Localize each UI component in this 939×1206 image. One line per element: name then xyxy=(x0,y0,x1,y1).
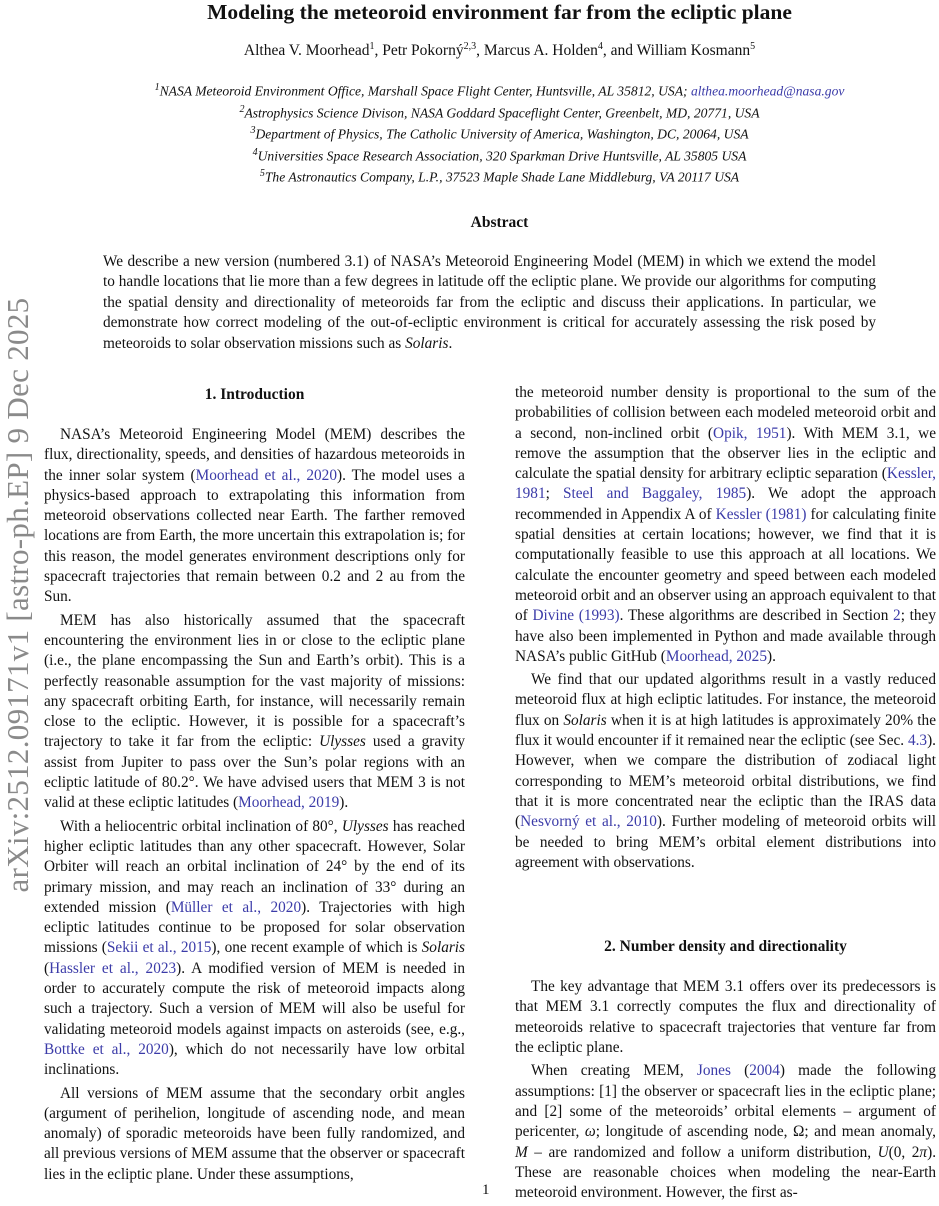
citation-link[interactable]: 4.3 xyxy=(907,732,928,750)
abstract-mission-name: Solaris xyxy=(405,334,449,352)
arxiv-identifier-stamp: arXiv:2512.09171v1 [astro-ph.EP] 9 Dec 2025 xyxy=(0,297,35,893)
italic-term: M xyxy=(515,1143,528,1161)
abstract-heading: Abstract xyxy=(470,214,529,231)
body-paragraph: MEM has also historically assumed that the spacecraft encountering the environment lies in or close to the ecliptic plane (i.e., the plane encompassing the Sun and Earth’s orbit). This is a perfectly reasonable assumption for the vast majority of missions: any spacecraft orbiting Earth, for instance, will necessarily remain close to the ecliptic. However, it is possible for a spacecraft’s trajectory to take it far from the ecliptic: Ulysses used a gravity assist from Jupiter to pass over the Sun’s polar regions with an ecliptic latitude of 80.2°. We have advised users that MEM 3 is not valid at these ecliptic latitudes (Moorhead, 2019). xyxy=(44,611,465,812)
citation-link[interactable]: Bottke et al., 2020 xyxy=(44,1040,169,1058)
section-1-continuation: the meteoroid number density is proportional to the sum of the probabilities of collision between each modeled meteoroid orbit and a second, non-inclined orbit (Opik, 1951). With MEM 3.1, we remove the assumption that the observer lies in the ecliptic and calculate the spatial density for arbitrary ecliptic separation (Kessler, 1981; Steel and Baggaley, 1985). We adopt the approach recommended in Appendix A of Kessler (1981) for calculating finite spatial densities at certain locations; however, we find that it is computationally feasible to use this approach at all locations. We calculate the encounter geometry and speed between each modeled meteoroid orbit and an observer using an approach equivalent to that of Divine (1993). These algorithms are described in Section 2; they have also been implemented in Python and made available through NASA’s public GitHub (Moorhead, 2025). xyxy=(515,384,937,665)
author-list: Althea V. Moorhead$^1$, Petr Pokorný$^{2,3}$, Marcus A. Holden$^4$, and William Kosmann$^5$ xyxy=(243,41,756,60)
author-affiliation-mark: 1 xyxy=(369,41,375,52)
left-column xyxy=(44,383,465,1188)
citation-link[interactable]: Sekii et al., 2015 xyxy=(106,939,212,957)
citation-link[interactable]: Jones xyxy=(696,1062,731,1080)
right-column xyxy=(515,383,936,1206)
italic-term: Ulysses xyxy=(341,817,389,835)
section-2-body xyxy=(515,977,936,1203)
citation-link[interactable]: 2 xyxy=(893,607,901,625)
body-paragraph: With a heliocentric orbital inclination of 80°, Ulysses has reached higher ecliptic latitudes than any other spacecraft. However, Solar Orbiter will reach an orbital inclination of 24° by the end of its primary mission, and may reach an inclination of 33° during an extended mission (Müller et al., 2020). Trajectories with high ecliptic latitudes continue to be proposed for solar observation missions (Sekii et al., 2015), one recent example of which is Solaris (Hassler et al., 2023). A modified version of MEM is needed in order to accurately compute the risk of meteoroid impacts along such a trajectory. Such a version of MEM will also be useful for validating meteoroid models against impacts on asteroids (see, e.g., Bottke et al., 2020), which do not necessarily have low orbital inclinations. xyxy=(44,817,466,1079)
affiliation-line: $^3$Department of Physics, The Catholic University of America, Washington, DC, 20064, USA xyxy=(250,125,749,142)
author-name: Petr Pokorný xyxy=(382,42,464,60)
author-name: Althea V. Moorhead xyxy=(243,42,370,60)
italic-term: ω xyxy=(584,1123,596,1141)
author-email-link[interactable]: althea.moorhead@nasa.gov xyxy=(690,83,845,99)
abstract-body: We describe a new version (numbered 3.1) of NASA’s Meteoroid Engineering Model (MEM) in which we extend the model to handle locations that lie more than a few degrees in latitude off the ecliptic plane. We provide our algorithms for computing the spatial density and directionality of meteoroids far from the ecliptic and discuss their applications. In particular, we demonstrate how correct modeling of the out-of-ecliptic environment is critical for accurately assessing the risk posed by meteoroids to solar observation missions such as xyxy=(103,253,876,352)
citation-link[interactable]: Müller et al., 2020 xyxy=(170,898,302,916)
italic-term: π xyxy=(919,1143,928,1161)
body-paragraph: When creating MEM, Jones (2004) made the following assumptions: [1] the observer or spacecraft lies in the ecliptic plane; and [2] some of the meteoroids’ orbital elements – argument of pericenter, ω; longitude of ascending node, Ω; and mean anomaly, M – are randomized and follow a uniform distribution, U(0, 2π). These are reasonable choices when modeling the near-Earth meteoroid environment. However, the first as- xyxy=(515,1062,937,1202)
citation-link[interactable]: Steel and Baggaley, 1985 xyxy=(562,485,747,503)
section-1-paragraph: We find that our updated algorithms result in a vastly reduced meteoroid flux at high ecliptic latitudes. For instance, the meteoroid flux on Solaris when it is at high latitudes is approximately 20% the flux it would encounter if it remained near the ecliptic (see Sec. 4.3). However, when we compare the distribution of zodiacal light corresponding to MEM’s meteoroid orbital distributions, we find that it is more concentrated near the ecliptic than the IRAS data (Nesvorný et al., 2010). Further modeling of meteoroid orbits will be needed to bring MEM’s orbital element distributions into agreement with observations. xyxy=(515,671,936,871)
body-paragraph: All versions of MEM assume that the secondary orbit angles (argument of perihelion, longitude of ascending node, and mean anomaly) of sporadic meteoroids have been fully randomized, and all previous versions of MEM assume that the observer or spacecraft lies in the ecliptic plane. Under these assumptions, xyxy=(44,1084,465,1183)
abstract-end: . xyxy=(448,334,453,352)
author-affiliation-mark: 5 xyxy=(750,41,756,52)
section-1-heading: 1. Introduction xyxy=(204,386,305,403)
italic-term: Solaris xyxy=(421,939,466,957)
paper-title: Modeling the meteoroid environment far from the ecliptic plane xyxy=(207,0,792,24)
author-name: William Kosmann xyxy=(636,42,751,60)
citation-link[interactable]: Divine (1993) xyxy=(532,607,620,625)
affiliation-line: $^4$Universities Space Research Association, 320 Sparkman Drive Huntsville, AL 35805 USA xyxy=(252,146,747,164)
section-1-body xyxy=(44,425,465,1185)
italic-term: Solaris xyxy=(563,711,607,729)
citation-link[interactable]: 2004 xyxy=(749,1062,780,1080)
affiliation-list xyxy=(60,79,939,187)
citation-link[interactable]: Opik, 1951 xyxy=(713,424,787,442)
citation-link[interactable]: Kessler (1981) xyxy=(715,505,807,523)
affiliation-line: $^5$The Astronautics Company, L.P., 37523 Maple Shade Lane Middleburg, VA 20117 USA xyxy=(259,168,740,185)
section-2-heading: 2. Number density and directionality xyxy=(604,938,847,956)
author-name: Marcus A. Holden xyxy=(483,42,598,60)
page-number: 1 xyxy=(482,1182,490,1198)
affiliation-line: $^2$Astrophysics Science Divison, NASA Goddard Spaceflight Center, Greenbelt, MD, 20771, USA xyxy=(239,103,760,121)
citation-link[interactable]: Moorhead et al., 2020 xyxy=(195,466,337,484)
author-affiliation-mark: 4 xyxy=(597,41,603,52)
italic-term: Ulysses xyxy=(319,733,366,751)
citation-link[interactable]: Kessler, 1981 xyxy=(515,465,936,503)
author-affiliation-mark: 2,3 xyxy=(463,41,477,52)
abstract-text xyxy=(103,252,876,354)
citation-link[interactable]: Nesvorný et al., 2010 xyxy=(520,813,657,831)
citation-link[interactable]: Hassler et al., 2023 xyxy=(49,959,177,977)
italic-term: U xyxy=(877,1143,889,1161)
affiliation-line: $^1$NASA Meteoroid Environment Office, Marshall Space Flight Center, Huntsville, AL 35812, USA; althea.moorhead@nasa.gov xyxy=(154,82,845,99)
citation-link[interactable]: Moorhead, 2025 xyxy=(665,647,767,665)
body-paragraph: The key advantage that MEM 3.1 offers over its predecessors is that MEM 3.1 correctly computes the flux and directionality of meteoroids relative to spacecraft trajectories that venture far from the ecliptic plane. xyxy=(515,978,936,1057)
citation-link[interactable]: Moorhead, 2019 xyxy=(238,794,340,812)
body-paragraph: NASA’s Meteoroid Engineering Model (MEM) describes the flux, directionality, speeds, and densities of hazardous meteoroids in the inner solar system (Moorhead et al., 2020). The model uses a physics-based approach to extrapolating this information from meteoroid observations collected near Earth. The farther removed locations are from Earth, the more uncertain this extrapolation is; for this reason, the model generates environment descriptions only for spacecraft trajectories that remain between 0.2 and 2 au from the Sun. xyxy=(44,426,465,606)
